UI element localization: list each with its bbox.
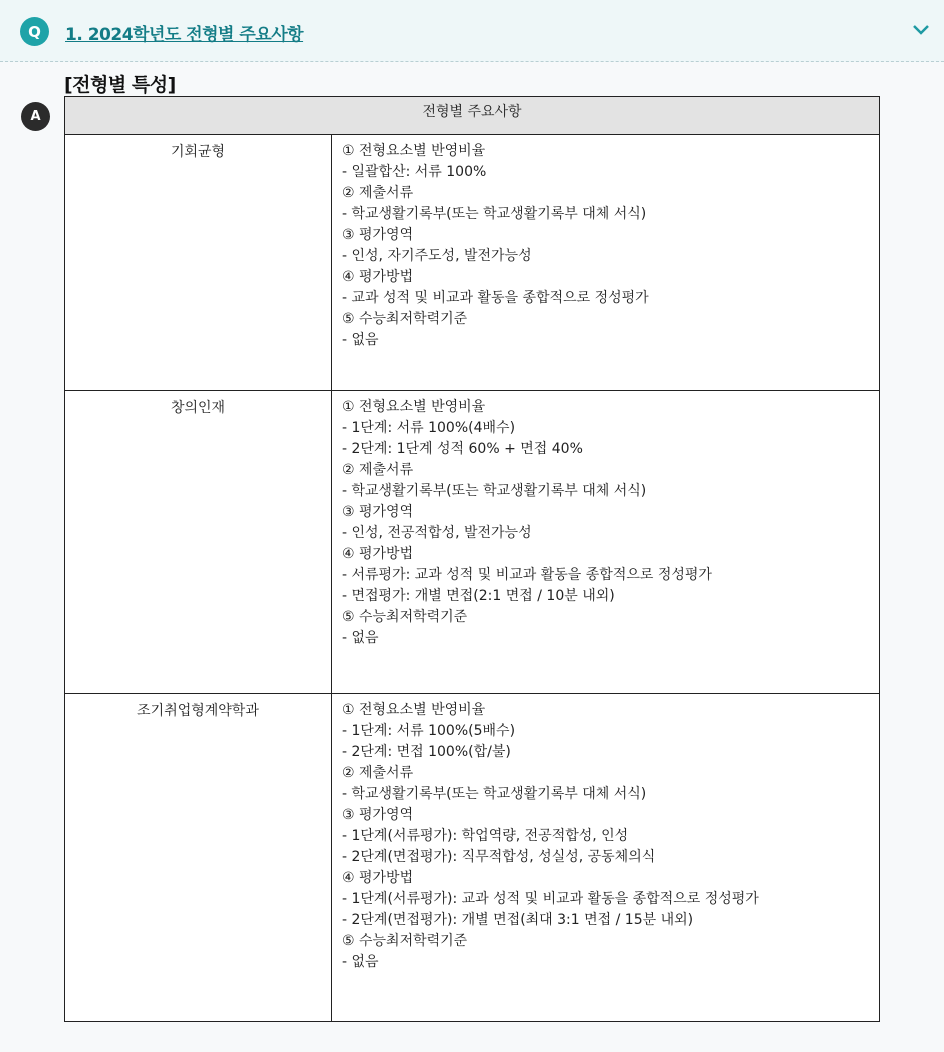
detail-line: - 인성, 전공적합성, 발전가능성 (342, 525, 532, 541)
detail-line: - 학교생활기록부(또는 학교생활기록부 대체 서식) (342, 786, 647, 802)
answer-badge: A (21, 102, 50, 131)
detail-line: ④ 평가방법 (342, 269, 414, 285)
detail-line: - 인성, 자기주도성, 발전가능성 (342, 248, 532, 264)
detail-line: - 1단계: 서류 100%(4배수) (342, 420, 516, 436)
detail-line: ③ 평가영역 (342, 227, 414, 243)
detail-line: - 학교생활기록부(또는 학교생활기록부 대체 서식) (342, 206, 647, 222)
detail-line: ④ 평가방법 (342, 546, 414, 562)
detail-line: ⑤ 수능최저학력기준 (342, 311, 468, 327)
detail-line: ① 전형요소별 반영비율 (342, 143, 486, 159)
detail-line: - 없음 (342, 630, 379, 646)
detail-line: - 2단계(면접평가): 직무적합성, 성실성, 공동체의식 (342, 849, 656, 865)
detail-line: - 1단계: 서류 100%(5배수) (342, 723, 516, 739)
detail-line: ② 제출서류 (342, 765, 414, 781)
category-cell: 조기취업형계약학과 (65, 694, 332, 1022)
detail-line: ⑤ 수능최저학력기준 (342, 609, 468, 625)
detail-line: - 1단계(서류평가): 교과 성적 및 비교과 활동을 종합적으로 정성평가 (342, 891, 759, 907)
detail-line: - 면접평가: 개별 면접(2:1 면접 / 10분 내외) (342, 588, 615, 604)
category-cell: 기회균형 (65, 135, 332, 391)
table-row (65, 694, 880, 1022)
detail-line: - 2단계(면접평가): 개별 면접(최대 3:1 면접 / 15분 내외) (342, 912, 694, 928)
detail-line: - 일괄합산: 서류 100% (342, 164, 487, 180)
detail-line: - 2단계: 1단계 성적 60% + 면접 40% (342, 441, 583, 457)
detail-line: ② 제출서류 (342, 185, 414, 201)
question-title-link[interactable]: 1. 2024학년도 전형별 주요사항 (65, 25, 304, 45)
detail-line: ① 전형요소별 반영비율 (342, 399, 486, 415)
details-cell (332, 135, 880, 391)
detail-line: - 없음 (342, 332, 379, 348)
table-row (65, 391, 880, 694)
details-cell (332, 391, 880, 694)
section-title: [전형별 특성] (64, 74, 176, 96)
detail-line: ① 전형요소별 반영비율 (342, 702, 486, 718)
table-row (65, 135, 880, 391)
table-header: 전형별 주요사항 (65, 97, 880, 135)
detail-line: - 서류평가: 교과 성적 및 비교과 활동을 종합적으로 정성평가 (342, 567, 712, 583)
admission-table (64, 96, 880, 1022)
question-header[interactable] (0, 0, 944, 62)
detail-line: - 교과 성적 및 비교과 활동을 종합적으로 정성평가 (342, 290, 649, 306)
detail-line: - 2단계: 면접 100%(합/불) (342, 744, 511, 760)
category-cell: 창의인재 (65, 391, 332, 694)
question-badge: Q (20, 17, 49, 46)
chevron-down-icon[interactable] (912, 24, 930, 36)
detail-line: ③ 평가영역 (342, 504, 414, 520)
detail-line: - 학교생활기록부(또는 학교생활기록부 대체 서식) (342, 483, 647, 499)
details-cell (332, 694, 880, 1022)
detail-line: ③ 평가영역 (342, 807, 414, 823)
detail-line: ④ 평가방법 (342, 870, 414, 886)
detail-line: - 없음 (342, 954, 379, 970)
detail-line: - 1단계(서류평가): 학업역량, 전공적합성, 인성 (342, 828, 629, 844)
detail-line: ② 제출서류 (342, 462, 414, 478)
detail-line: ⑤ 수능최저학력기준 (342, 933, 468, 949)
